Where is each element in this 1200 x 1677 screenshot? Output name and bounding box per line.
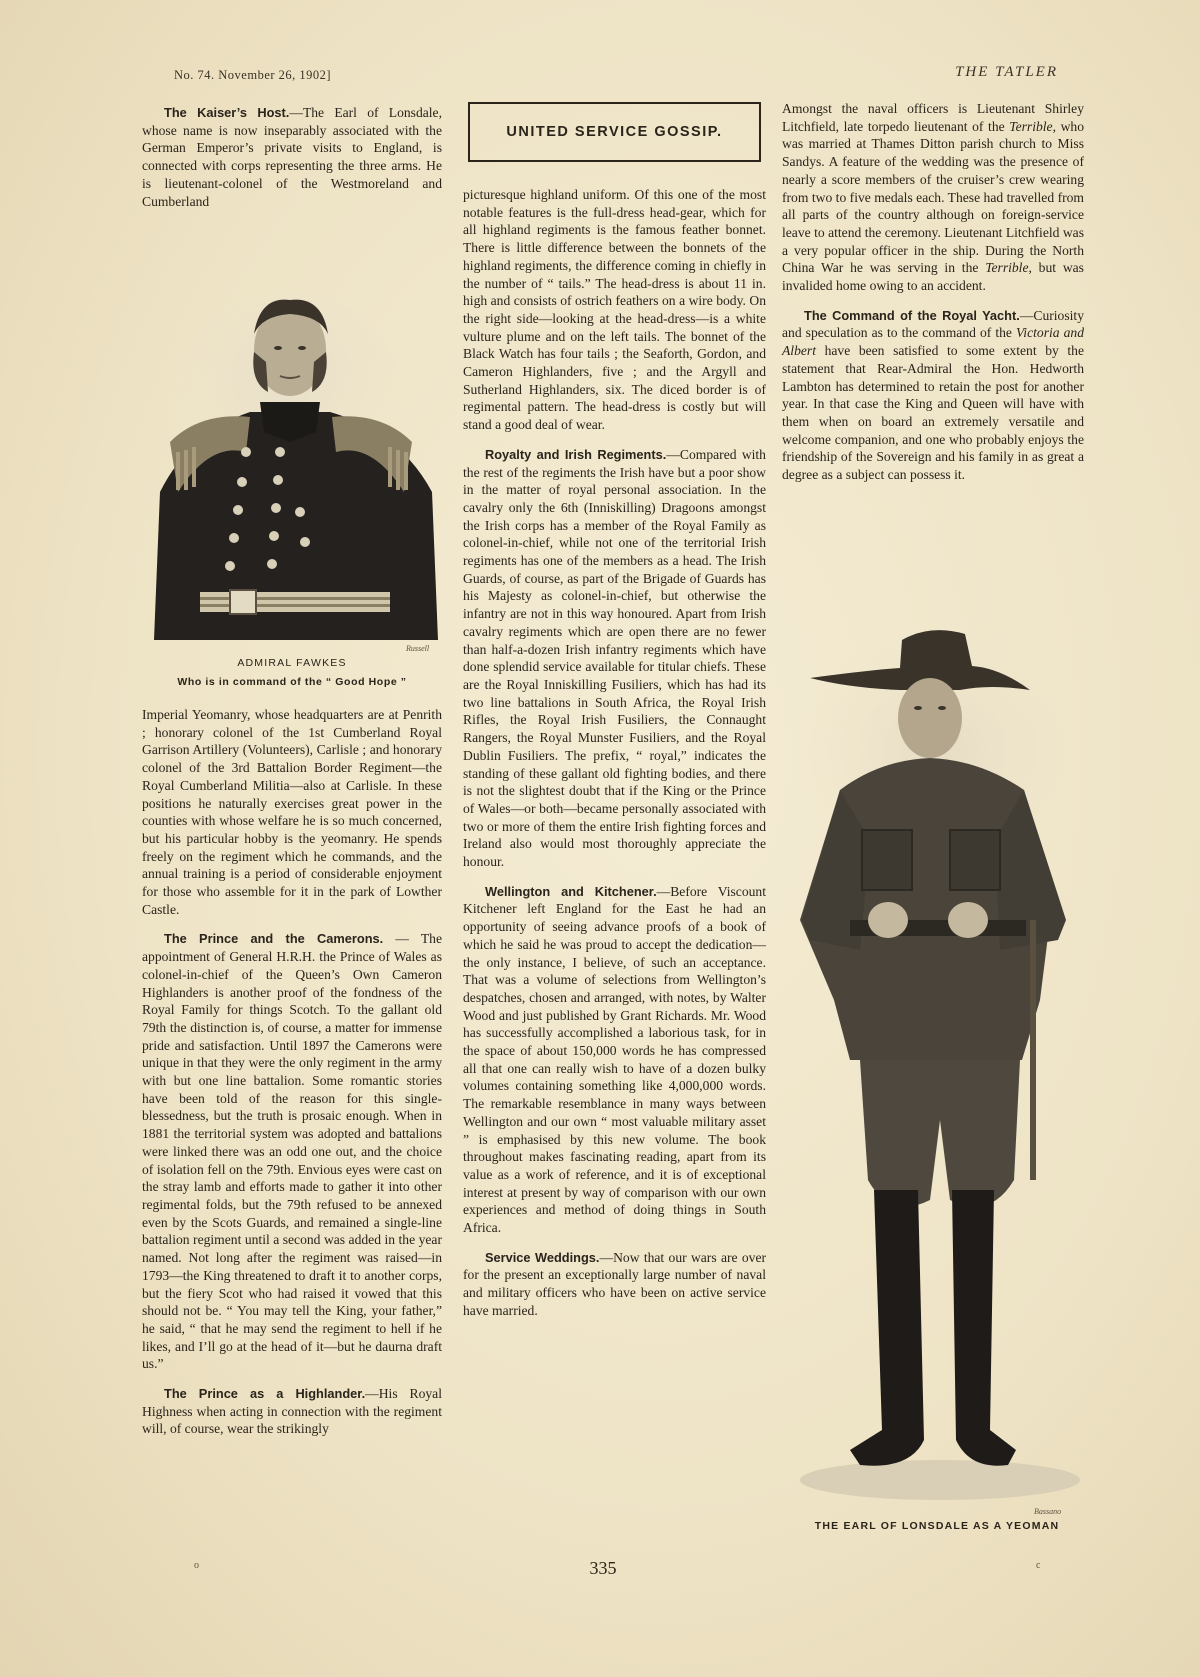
paragraph-text: , but was invalided home owing to an accident. (782, 260, 1084, 294)
photo-credit-bassano: Bassano (1034, 1507, 1062, 1516)
margin-mark: c (1036, 1560, 1041, 1571)
heading-royal-yacht: The Command of the Royal Yacht. (804, 307, 1020, 323)
paragraph-text: —Compared with the rest of the regiments the Irish have but a poor show in the matter of royal personal association. In the cavalry only the 6th (Inniskilling) Dragoons amongst the Irish corps has a member of the Royal Family as colonel-in-chief, while not one of the territorial Irish regiments has one of the members as a head. The Irish Guards, of course, as part of the Brigade of Guards has his Majesty as colonel-in-chief, but otherwise the infantry are not in this way honoured. Apart from Irish cavalry regiments which are open there are no fewer than half-a-dozen Irish infantry regiments which have done splendid service available for titular chiefs. These are the Royal Inniskilling Fusiliers, which has had its two line battalions in South Africa, the Royal Irish Rifles, the Royal Irish Fusiliers, the Connaught Rangers, the Royal Munster Fusiliers, and the Royal Dublin Fusiliers. The prefix, “ royal,” indicates the standing of these gallant old fighting bodies, and there is not the slightest doubt that if the King or the Prince of Wales—or both—became personally associated with two or more of them the entire Irish fighting forces and Ireland also would most thoroughly appreciate the honour. (463, 446, 766, 870)
heading-service-weddings: Service Weddings. (485, 1249, 600, 1265)
earl-lonsdale-photo (790, 620, 1090, 1500)
photo-caption-admiral: ADMIRAL FAWKES (237, 657, 347, 669)
column-1-top (142, 104, 442, 210)
ship-name: Terrible (1009, 118, 1053, 134)
masthead: THE TATLER (955, 64, 1058, 80)
paragraph-text: —Before Viscount Kitchener left England for the East he had an opportunity of seeing advance proofs of a book of which he said he was proud to accept the dedication—the only instance, I believe, of such an acceptance. That was a volume of selections from Wellington’s despatches, chosen and arranged, with notes, by Walter Wood and just published by Grant Richards. Mr. Wood has successfully accomplished a laborious task, for in the space of about 150,000 words he has compressed all that one can really wish to have of a dozen bulky volumes containing something like 4,000,000 words. The remarkable resemblance in many ways between Wellington and our own “ most valuable military asset ” is emphasised by this new volume. The book throughout makes fascinating reading, apart from its value as a work of reference, and it is of exceptional interest at present by way of comparison with our own experiences and method of doing things in South Africa. (463, 883, 766, 1236)
paragraph-text: — The appointment of General H.R.H. the Prince of Wales as colonel-in-chief of the Queen’s Own Cameron Highlanders is another proof of the fondness of the Royal Family for things Scotch. To the gallant old 79th the distinction is, of course, a matter for immense pride and satisfaction. Until 1897 the Camerons were unique in that they were the only regiment in the army with but one line battalion. Some romantic stories have been told of the reason for this single-blessedness, but the truth is prosaic enough. When in 1881 the territorial system was adopted and battalions were linked there was an odd one out, and the choice of isolation fell on the 79th. Envious eyes were cast on the stray lamb and efforts made to gather it into other regimental folds, but the 79th refused to be annexed even by the Scots Guards, and remained a single-line battalion regiment until a second was added in the year named. Not long after the regiment was raised—in 1793—the King threatened to draft it to another corps, but the fiery Scot who had raised it vowed that this should not be. “ You may tell the King, your father,” he said, “ that he may send the regiment to hell if he likes, and I’ll go at the head of it—but he daurna draft us.” (142, 931, 442, 1372)
photo-subcaption-admiral: Who is in command of the “ Good Hope ” (177, 676, 407, 688)
heading-prince-camerons: The Prince and the Camerons. (164, 931, 384, 947)
heading-royalty-irish: Royalty and Irish Regiments. (485, 446, 667, 462)
heading-kaisers-host: The Kaiser’s Host. (164, 105, 290, 120)
paragraph-text: Imperial Yeomanry, whose headquarters are at Penrith ; honorary colonel of the 1st Cumberland Royal Garrison Artillery (Volunteers), Carlisle ; and honorary colonel of the 3rd Battalion Border Regiment—the Royal Cumberland Militia—also at Carlisle. In these positions he naturally exercises great power in the counties with whose welfare he is so much concerned, but his particular hobby is the yeomanry. He spends freely on the regiment which he commands, and the annual training is a period of considerable enjoyment for those who assemble for it in the park of Lowther Castle. (142, 707, 442, 917)
ship-name: Victoria and Albert (782, 325, 1085, 359)
photo-credit-russell: Russell (406, 644, 430, 653)
yeoman-portrait-illustration (790, 620, 1090, 1500)
issue-header: No. 74. November 26, 1902] (174, 68, 332, 82)
column-2 (463, 186, 766, 1320)
heading-wellington-kitchener: Wellington and Kitchener. (485, 883, 657, 899)
paragraph-text: —His Royal Highness when acting in connection with the regiment will, of course, wear the strikingly (142, 1386, 442, 1437)
column-1-bottom (142, 706, 442, 1438)
paragraph-text: Amongst the naval officers is Lieutenant Shirley Litchfield, late torpedo lieutenant of the (782, 101, 1084, 134)
paragraph-text: —Now that our wars are over for the present an exceptionally large number of naval and military officers who have been on active service have married. (463, 1249, 767, 1318)
paragraph-text: —Curiosity and speculation as to the command of the (782, 307, 1084, 341)
margin-mark: o (194, 1560, 199, 1571)
ship-name: Terrible (985, 260, 1029, 276)
photo-caption-earl: THE EARL OF LONSDALE AS A YEOMAN (814, 1520, 1060, 1532)
column-3 (782, 100, 1084, 484)
paragraph-text: picturesque highland uniform. Of this one of the most notable features is the full-dress head-gear, which for all highland regiments is the famous feather bonnet. There is little difference between the bonnets of the highland regiments, the difference coming in chiefly in the number of “ tails.” The head-dress is about 11 in. high and consists of ostrich feathers on a wire body. On the right side—looking at the head-dress—is a white vulture plume and on the left tails. The bonnet of the Black Watch has four tails ; the Seaforth, Gordon, and Cameron Highlanders, five ; and the Argyll and Sutherland Highlanders, six. The diced border is of regimental pattern. The head-dress is costly but will stand a good deal of wear. (463, 187, 766, 433)
admiral-fawkes-photo (150, 292, 442, 640)
section-title-box (468, 102, 761, 162)
section-title: UNITED SERVICE GOSSIP. (506, 124, 723, 140)
paragraph-text: —The Earl of Lonsdale, whose name is now inseparably associated with the German Emperor’s private visits to England, is connected with corps representing the three arms. He is lieutenant-colonel of the Westmoreland and Cumberland (142, 105, 442, 209)
page-number: 335 (589, 1558, 617, 1578)
paragraph-text: have been satisfied to some extent by the statement that Rear-Admiral the Hon. Hedworth Lambton has determined to retain the post for another year. In that case the King and Queen will have with them when on board an extremely versatile and welcome companion, and one who probably enjoys the friendship of the Sovereign and his family in as great a degree as a subject can possess it. (782, 343, 1084, 483)
paragraph-text: , who was married at Thames Ditton parish church to Miss Sandys. A feature of the wedding was the presence of nearly a score members of the cruiser’s crew wearing from two to five medals each. These had travelled from all parts of the country although on foreign-service leave to attend the ceremony. Lieutenant Litchfield was a very popular officer in the ship. During the North China War he was serving in the (782, 118, 1085, 276)
heading-prince-highlander: The Prince as a Highlander. (164, 1386, 366, 1402)
admiral-portrait-illustration (150, 292, 442, 640)
